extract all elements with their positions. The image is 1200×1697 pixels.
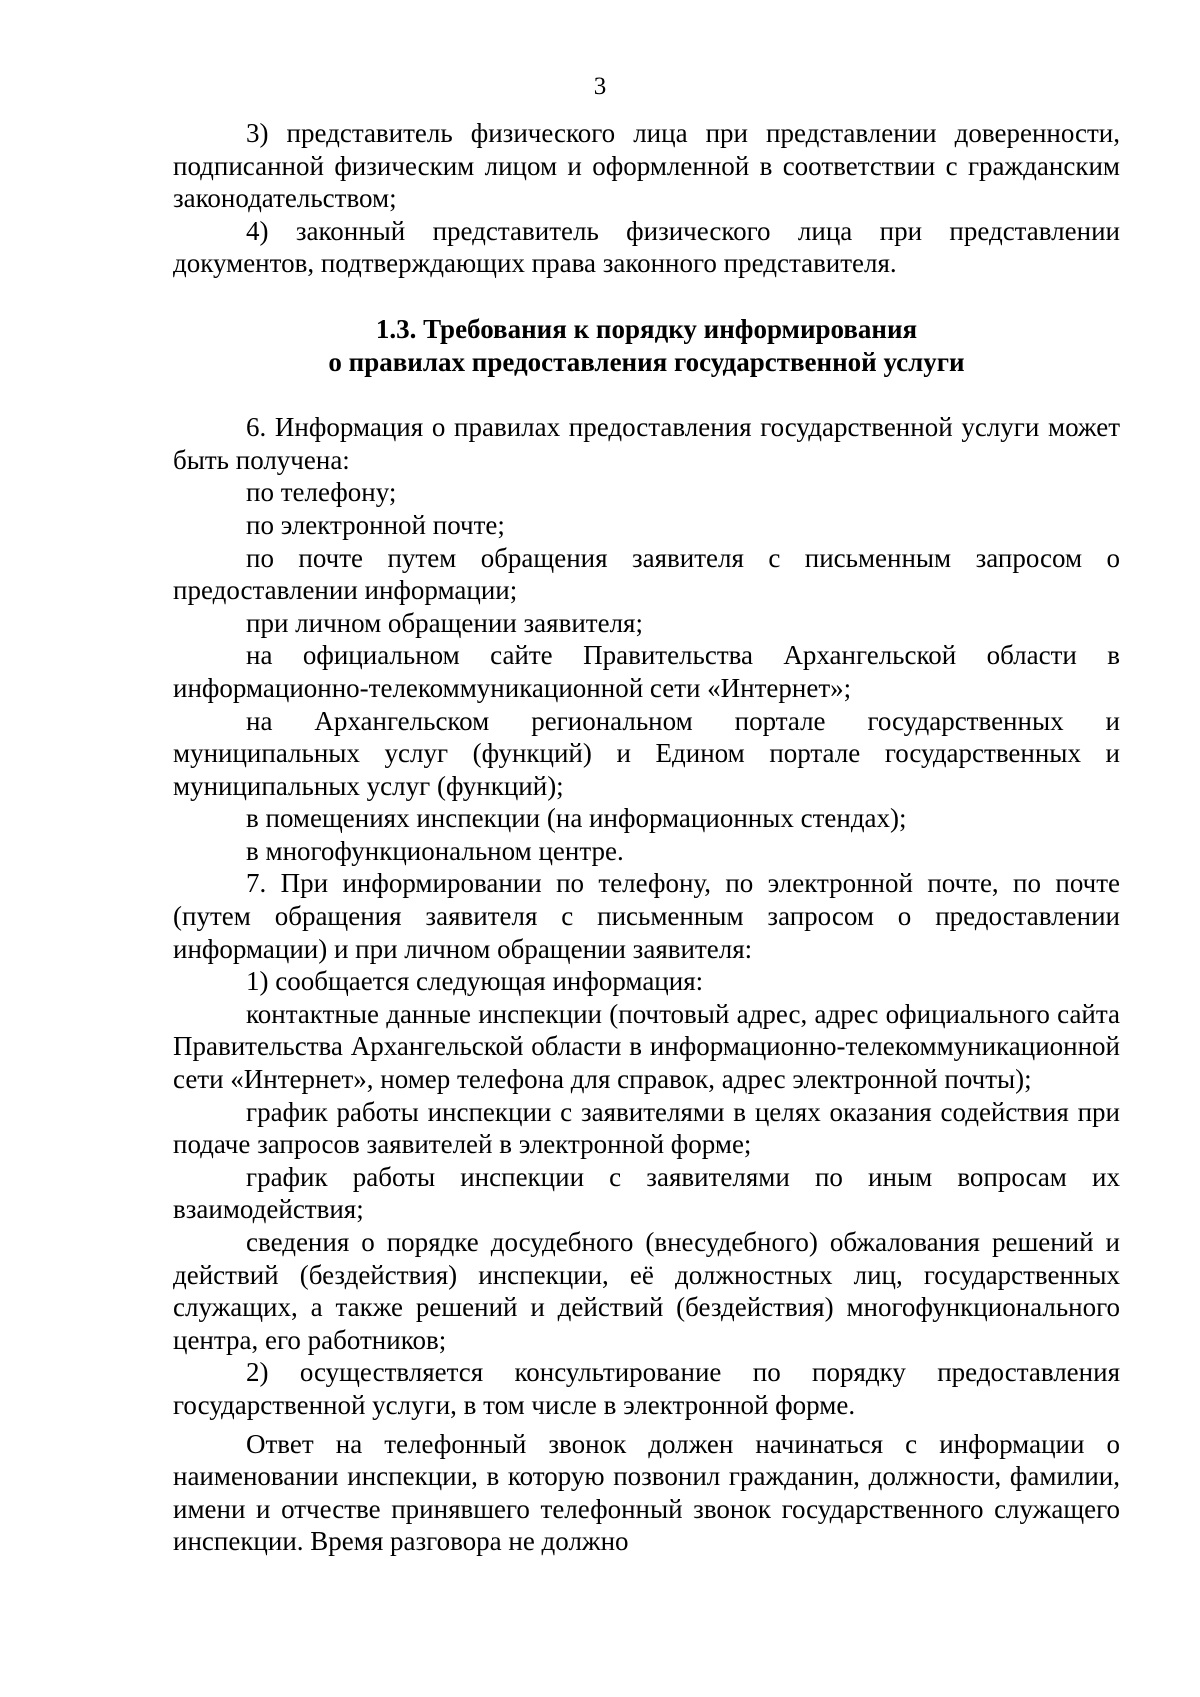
paragraph-schedule-electronic: график работы инспекции с заявителями в целях оказания содействия при подаче запросов заявителей в электронной форме;: [173, 1096, 1120, 1160]
paragraph-6: 6. Информация о правилах предоставления государственной услуги может быть получена:: [173, 412, 1120, 475]
paragraph-in-person: при личном обращении заявителя;: [246, 607, 643, 638]
section-heading-line-1: 1.3. Требования к порядку информирования: [375, 313, 918, 344]
paragraph-item-4: 4) законный представитель физического лица при представлении документов, подтверждающих права законного представителя.: [173, 215, 1120, 279]
paragraph-official-site: на официальном сайте Правительства Архангельской области в информационно-телекоммуникационной сети «Интернет»;: [173, 640, 1120, 703]
paragraph-by-email: по электронной почте;: [246, 509, 505, 540]
paragraph-item-3: 3) представитель физического лица при представлении доверенности, подписанной физическим лицом и оформленной в соответствии с гражданским законодательством;: [173, 118, 1120, 214]
section-heading-line-2: о правилах предоставления государственной услуги: [328, 346, 965, 377]
paragraph-schedule-other: график работы инспекции с заявителями по иным вопросам их взаимодействия;: [173, 1161, 1120, 1225]
section-heading: [173, 313, 1120, 378]
paragraph-contact-data: контактные данные инспекции (почтовый адрес, адрес официального сайта Правительства Архангельской области в информационно-телекоммуникационной сети «Интернет», номер телефона для справок, адрес электронной почты);: [173, 998, 1120, 1095]
paragraph-stands: в помещениях инспекции (на информационных стендах);: [246, 803, 907, 834]
page-number: 3: [593, 73, 607, 100]
paragraph-appeal-procedure: сведения о порядке досудебного (внесудебного) обжалования решений и действий (бездействия) инспекции, её должностных лиц, государственных служащих, а также решений и действий (бездействия) многофункционального центра, его работников;: [173, 1227, 1120, 1355]
paragraph-7: 7. При информировании по телефону, по электронной почте, по почте (путем обращения заявителя с письменным запросом о предоставлении информации) и при личном обращении заявителя:: [173, 868, 1120, 964]
paragraph-portals: на Архангельском региональном портале государственных и муниципальных услуг (функций) и Едином портале государственных и муниципальных услуг (функций);: [173, 705, 1120, 801]
paragraph-item-2-consulting: 2) осуществляется консультирование по порядку предоставления государственной услуги, в том числе в электронной форме.: [173, 1357, 1120, 1420]
paragraph-by-phone: по телефону;: [246, 477, 397, 508]
paragraph-by-post: по почте путем обращения заявителя с письменным запросом о предоставлении информации;: [173, 542, 1120, 606]
document-body: [173, 117, 1120, 1558]
paragraph-item-1-info: 1) сообщается следующая информация:: [246, 966, 704, 997]
paragraph-mfc: в многофункциональном центре.: [246, 835, 624, 866]
paragraph-phone-answer: Ответ на телефонный звонок должен начинаться с информации о наименовании инспекции, в которую позвонил гражданин, должности, фамилии, имени и отчестве принявшего телефонный звонок государственного служащего инспекции. Время разговора не должно: [173, 1428, 1120, 1557]
